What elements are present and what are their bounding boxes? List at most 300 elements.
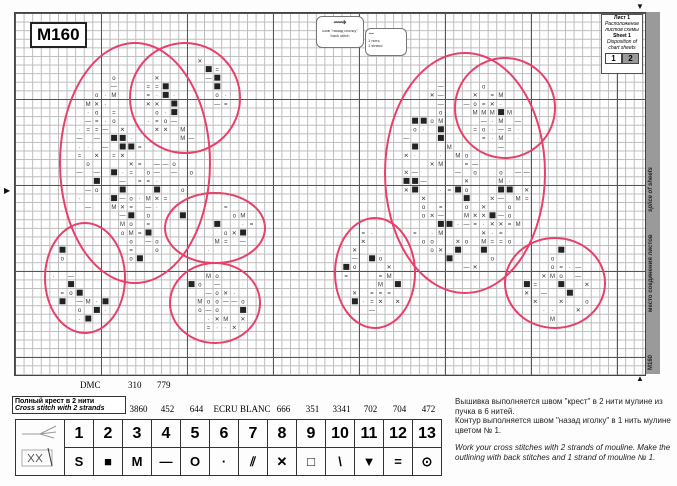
- stitch-mark: ✕: [360, 239, 366, 246]
- stitch-mark: M: [481, 239, 487, 246]
- stitch-mark: ·: [155, 179, 158, 186]
- stitch-mark: =: [155, 84, 159, 91]
- dmc-code: 472: [421, 404, 436, 414]
- stitch-mark: ✕: [119, 205, 126, 211]
- stitch-mark: ·: [362, 299, 365, 306]
- stitch-mark: o: [507, 239, 512, 246]
- stitch-mark: —: [497, 144, 504, 151]
- stitch-mark: —: [85, 187, 92, 194]
- stitch-mark: M: [438, 119, 444, 125]
- stitch-mark: o: [421, 205, 426, 211]
- stitch-mark: ·: [517, 127, 520, 134]
- stitch-mark: ✕: [429, 162, 435, 168]
- stitch-mark: =: [533, 282, 538, 289]
- stitch-mark: ·: [173, 93, 176, 100]
- dmc-code: ECRU: [213, 404, 238, 414]
- stitch-mark: [481, 247, 487, 253]
- stitch-mark: —: [515, 170, 522, 177]
- stitch-mark: o: [129, 196, 133, 203]
- stitch-mark: o: [86, 162, 90, 168]
- thread-icon: ∼: [368, 29, 375, 38]
- stitch-mark: o: [172, 162, 176, 168]
- stitch-mark: —: [93, 170, 100, 177]
- stitch-mark: [455, 247, 461, 253]
- stitch-mark: ✕: [541, 273, 547, 280]
- legend-symbol: ⊙: [413, 448, 442, 476]
- stitch-mark: ·: [104, 101, 107, 108]
- stitch-mark: =: [137, 230, 142, 237]
- legend-symbol: ✕: [268, 448, 297, 476]
- stitch-mark: —: [420, 179, 427, 186]
- legend-symbol: O: [181, 448, 210, 476]
- stitch-mark: M: [481, 110, 487, 117]
- legend-number: 9: [297, 420, 326, 448]
- stitch-mark: ✕: [489, 196, 495, 203]
- dmc-code: 644: [189, 404, 204, 414]
- stitch-mark: o: [482, 127, 486, 134]
- stitch-mark: [524, 281, 530, 287]
- stitch-mark: o: [155, 248, 159, 254]
- stitch-mark: ·: [379, 248, 382, 254]
- stitch-mark: [94, 307, 100, 313]
- stitch-mark: ·: [439, 187, 442, 194]
- stitch-mark: o: [585, 299, 589, 306]
- stitch-mark: =: [438, 205, 443, 211]
- stitch-mark: =: [499, 230, 503, 237]
- stitch-mark: =: [112, 110, 116, 117]
- stitch-mark: [490, 212, 496, 218]
- stitch-mark: [412, 118, 418, 124]
- stitch-mark: —: [102, 127, 109, 134]
- stitch-mark: o: [464, 205, 469, 211]
- stitch-mark: ·: [207, 248, 210, 254]
- stitch-mark: M: [85, 299, 91, 306]
- stitch-mark: ✕: [403, 187, 409, 194]
- stitch-mark: [128, 144, 134, 150]
- stitch-mark: —: [437, 84, 444, 91]
- stitch-mark: =: [129, 205, 133, 211]
- stitch-mark: ✕: [524, 291, 530, 297]
- stitch-mark: =: [129, 248, 133, 254]
- stitch-mark: ✕: [489, 101, 495, 108]
- stitch-mark: —: [368, 308, 375, 315]
- stitch-mark: =: [146, 179, 151, 186]
- stitch-mark: —: [231, 299, 238, 306]
- stitch-mark: [163, 83, 169, 89]
- stitch-mark: o: [155, 110, 159, 117]
- stitch-mark: ·: [78, 196, 81, 203]
- stitch-mark: M: [120, 222, 125, 229]
- stitch-mark: —: [93, 136, 100, 143]
- stitch-mark: [189, 281, 195, 287]
- stitch-mark: ✕: [154, 196, 160, 203]
- stitch-mark: —: [205, 308, 212, 315]
- stitch-mark: o: [95, 110, 99, 117]
- stitch-mark: =: [77, 153, 82, 160]
- stitch-mark: =: [490, 239, 495, 246]
- stitch-mark: M: [455, 153, 461, 160]
- dmc-code: 3860: [129, 404, 148, 414]
- stitch-mark: ·: [224, 325, 227, 332]
- dmc-code: 351: [305, 404, 320, 414]
- stitch-mark: o: [353, 265, 357, 272]
- legend-number: 13: [413, 420, 442, 448]
- stitch-mark: M: [498, 93, 504, 100]
- stitch-mark: =: [524, 196, 529, 203]
- dmc-code: BLANC: [240, 404, 271, 414]
- stitch-mark: o: [482, 84, 486, 91]
- stitch-mark: o: [232, 213, 236, 220]
- stitch-mark: o: [215, 273, 219, 280]
- stitch-mark: =: [146, 222, 151, 229]
- stitch-mark: =: [223, 205, 228, 211]
- stitch-mark: [412, 187, 418, 193]
- stitch-mark: ·: [207, 316, 210, 323]
- stitch-mark: M: [111, 93, 117, 100]
- stitch-mark: o: [473, 101, 477, 108]
- stitch-mark: —: [497, 213, 504, 220]
- stitch-mark: M: [206, 273, 211, 280]
- stitch-mark: ✕: [231, 230, 237, 237]
- stitch-mark: ✕: [377, 299, 384, 306]
- stitch-mark: [85, 316, 91, 322]
- legend-number: 7: [239, 420, 268, 448]
- stitch-mark: —: [85, 205, 92, 211]
- stitch-mark: M: [223, 316, 229, 323]
- stitch-mark: —: [454, 170, 461, 177]
- strip-code: M160: [648, 354, 654, 370]
- stitch-mark: o: [559, 273, 563, 280]
- stitch-mark: M: [386, 273, 392, 280]
- stitch-mark: ·: [138, 196, 141, 203]
- stitch-mark: ·: [439, 153, 442, 160]
- stitch-mark: —: [497, 196, 504, 203]
- stitch-mark: ·: [491, 127, 494, 134]
- legend-symbol: =: [384, 448, 413, 476]
- sheet-1: 1: [605, 53, 622, 64]
- backstitch-outline: [455, 58, 555, 158]
- stitch-mark: =: [464, 162, 469, 168]
- stitch-mark: [558, 247, 564, 253]
- stitch-mark: =: [559, 265, 563, 272]
- stitch-mark: —: [171, 119, 178, 125]
- stitch-mark: [180, 212, 186, 218]
- stitch-mark: —: [76, 299, 83, 306]
- stitch-mark: ✕: [558, 299, 564, 306]
- stitch-mark: —: [145, 239, 152, 246]
- stitch-mark: o: [129, 239, 133, 246]
- stitch-mark: [111, 169, 117, 175]
- stitch-mark: =: [473, 127, 477, 134]
- instruction-ru-1: Вышивка выполняется швом "крест" в 2 нити мулине из пучка в 6 нитей.: [455, 397, 663, 416]
- stitch-mark: =: [344, 273, 348, 280]
- stitch-mark: [343, 264, 349, 270]
- stitch-mark: —: [85, 119, 92, 125]
- stitch-mark: ·: [517, 136, 520, 143]
- stitch-mark: o: [490, 256, 494, 263]
- stitch-mark: =: [94, 119, 99, 125]
- stitch-mark: o: [464, 239, 469, 246]
- stitch-mark: [120, 144, 126, 150]
- stitch-mark: o: [112, 76, 116, 82]
- dmc-code: 3341: [332, 404, 351, 414]
- stitch-mark: [128, 212, 134, 218]
- backstitch-outline: [60, 43, 210, 283]
- stitch-mark: ·: [508, 179, 511, 186]
- stitch-mark: [146, 230, 152, 236]
- stitch-mark: =: [473, 222, 477, 229]
- stitch-mark: ✕: [223, 291, 229, 297]
- stitch-mark: [120, 187, 126, 193]
- stitch-mark: —: [239, 239, 246, 246]
- stitch-mark: =: [361, 230, 366, 237]
- stitch-mark: ✕: [119, 127, 126, 134]
- stitch-mark: [455, 187, 461, 193]
- stitch-mark: ·: [78, 144, 81, 151]
- legend-symbol: M: [123, 448, 152, 476]
- stitch-mark: o: [499, 170, 503, 177]
- legend-symbol: ⫽: [239, 448, 268, 476]
- stitch-mark: M: [489, 110, 495, 117]
- legend-number: 5: [181, 420, 210, 448]
- stitch-mark: ·: [95, 299, 98, 306]
- stitch-mark: —: [171, 170, 178, 177]
- legend-symbol: ■: [94, 448, 123, 476]
- stitch-mark: o: [413, 127, 417, 134]
- stitch-mark: =: [223, 101, 228, 108]
- stitch-mark: M: [180, 127, 186, 134]
- stitch-mark: ✕: [352, 291, 358, 297]
- backstitch-icon: ⟿: [333, 17, 347, 27]
- strip-en-text: splice of sheets: [648, 166, 654, 212]
- legend-number: 8: [268, 420, 297, 448]
- stitch-mark: =: [507, 127, 512, 134]
- stitch-mark: ✕: [481, 205, 487, 211]
- stitch-mark: ✕: [498, 222, 504, 229]
- stitch-mark: ✕: [386, 265, 392, 272]
- dmc-code: 702: [363, 404, 378, 414]
- stitch-mark: =: [378, 273, 383, 280]
- dmc-code-2: 779: [157, 380, 171, 390]
- stitch-mark: =: [137, 179, 142, 186]
- stitch-mark: M: [507, 110, 512, 117]
- stitch-mark: o: [215, 308, 219, 315]
- stitch-mark: o: [215, 93, 219, 100]
- stitch-mark: [464, 195, 470, 201]
- stitch-mark: =: [215, 67, 219, 74]
- center-arrow-top-icon: ▼: [636, 2, 644, 11]
- stitch-mark: M: [446, 144, 452, 151]
- stitch-mark: M: [378, 282, 383, 289]
- stitch-mark: [68, 281, 74, 287]
- stitch-mark: ·: [104, 119, 107, 125]
- center-arrow-bottom-icon: ▲: [636, 374, 644, 383]
- stitch-mark: o: [206, 299, 211, 306]
- stitch-mark: [240, 230, 246, 236]
- dmc-code: 452: [160, 404, 175, 414]
- stitch-mark: =: [413, 230, 417, 237]
- legend-symbol: \: [326, 448, 355, 476]
- legend-symbol: ·: [210, 448, 239, 476]
- stitch-mark: [171, 101, 177, 107]
- stitch-mark: —: [463, 101, 470, 108]
- stitch-mark: =: [387, 291, 391, 297]
- stitch-mark: [111, 195, 117, 201]
- stitch-mark: ·: [87, 144, 90, 151]
- stitch-mark: —: [110, 84, 117, 91]
- stitch-mark: ·: [456, 222, 459, 229]
- legend-symbol: S: [65, 448, 94, 476]
- stitch-mark: o: [464, 187, 469, 194]
- strand-label: ∼ 1 нить 1 strand: [365, 28, 407, 56]
- stitch-mark: [498, 187, 504, 193]
- stitch-mark: ✕: [240, 316, 246, 323]
- stitch-mark: M: [515, 222, 521, 229]
- stitch-mark: o: [224, 230, 228, 237]
- stitch-mark: M: [145, 196, 151, 203]
- stitch-mark: o: [60, 256, 64, 263]
- stitch-mark: ✕: [154, 76, 160, 82]
- stitch-mark: =: [206, 325, 211, 332]
- stitch-mark: —: [76, 170, 83, 177]
- stitch-mark: o: [69, 291, 73, 297]
- stitch-mark: ✕: [463, 179, 470, 186]
- stitch-mark: ✕: [403, 170, 409, 177]
- stitch-mark: —: [188, 136, 195, 143]
- stitch-mark: —: [153, 162, 160, 168]
- stitch-mark: o: [189, 170, 193, 177]
- stitch-mark: ✕: [94, 101, 100, 108]
- stitch-mark: [352, 298, 358, 304]
- stitch-mark: o: [95, 93, 99, 100]
- stitch-mark: o: [77, 308, 82, 315]
- stitch-mark: o: [215, 299, 219, 306]
- dmc-code: 704: [392, 404, 407, 414]
- stitch-mark: —: [437, 93, 444, 100]
- legend-number: 1: [65, 420, 94, 448]
- stitch-mark: —: [515, 119, 522, 125]
- stitch-mark: ✕: [429, 213, 435, 220]
- instruction-en: Work your cross stitches with 2 strands of mouline. Make the outlining with back stitches and 1 strand of mouline № 1.: [455, 443, 671, 462]
- stitch-mark: —: [463, 265, 470, 272]
- stitch-mark: =: [112, 153, 116, 160]
- stitch-mark: [60, 247, 66, 253]
- stitch-mark: o: [215, 291, 219, 297]
- stitch-mark: o: [146, 170, 150, 177]
- stitch-mark: ·: [164, 110, 167, 117]
- dmc-code: 666: [276, 404, 291, 414]
- stitch-mark: ·: [482, 222, 485, 229]
- stitch-mark: o: [507, 213, 512, 220]
- stitch-mark: ·: [499, 101, 502, 108]
- stitch-mark: —: [523, 170, 530, 177]
- stitch-mark: [438, 126, 444, 132]
- stitch-mark: =: [378, 291, 383, 297]
- stitch-mark: ✕: [154, 127, 160, 134]
- stitch-mark: [567, 290, 573, 296]
- stitch-mark: M: [498, 136, 504, 143]
- stitch-mark: —: [119, 196, 126, 203]
- stitch-mark: ✕: [481, 230, 487, 237]
- stitch-mark: ·: [155, 93, 158, 100]
- stitch-mark: =: [499, 239, 503, 246]
- stitch-mark: o: [120, 230, 125, 237]
- stitch-mark: —: [575, 265, 582, 272]
- stitch-mark: ✕: [472, 265, 478, 272]
- stitch-mark: o: [378, 256, 383, 263]
- stitch-mark: o: [241, 299, 245, 306]
- stitch-mark: M: [85, 101, 91, 108]
- stitch-mark: ·: [551, 308, 554, 315]
- legend-symbol: —: [152, 448, 181, 476]
- stitch-mark: [558, 281, 564, 287]
- stitch-mark: ✕: [524, 187, 530, 194]
- chart-id-label: M160: [30, 22, 87, 48]
- stitch-mark: [421, 118, 427, 124]
- stitch-mark: [240, 307, 246, 313]
- stitch-mark: ·: [52, 273, 55, 280]
- stitch-mark: ·: [78, 127, 81, 134]
- stitch-mark: M: [498, 179, 504, 186]
- stitch-mark: ·: [155, 205, 158, 211]
- legend-number: 10: [326, 420, 355, 448]
- stitch-mark: =: [163, 196, 168, 203]
- stitch-mark: [447, 255, 453, 261]
- stitch-mark: o: [129, 222, 133, 229]
- stitch-mark: M: [180, 136, 186, 143]
- stitch-mark: =: [447, 187, 452, 194]
- stitch-mark: ✕: [575, 308, 581, 315]
- stitch-mark: =: [137, 144, 142, 151]
- stitch-mark: ✕: [352, 248, 358, 254]
- stitch-mark: M: [438, 230, 444, 237]
- stitch-mark: ✕: [395, 299, 401, 306]
- sheet-2: 2: [622, 53, 639, 64]
- stitch-mark: [447, 221, 453, 227]
- stitch-mark: ·: [216, 325, 219, 332]
- stitch-mark: —: [575, 273, 582, 280]
- stitch-mark: ✕: [197, 58, 203, 65]
- stitch-mark: M: [472, 110, 478, 117]
- backstitch-label: ⟿ шов "назад иголку" back stitch: [316, 16, 364, 48]
- stitch-mark: ✕: [532, 299, 538, 306]
- stitch-mark: ·: [241, 222, 244, 229]
- stitch-mark: ·: [224, 93, 227, 100]
- stitch-mark: [438, 135, 444, 141]
- stitch-mark: =: [507, 222, 512, 229]
- stitch-mark: ·: [104, 93, 107, 100]
- stitch-mark: =: [129, 170, 133, 177]
- stitch-mark: ✕: [481, 213, 487, 220]
- stitch-mark: o: [430, 119, 434, 125]
- stitch-mark: ·: [78, 316, 81, 323]
- stitch-mark: M: [240, 213, 246, 220]
- instruction-ru-2: Контур выполняется швом "назад иголку" в 1 нить мулине цветом № 1.: [455, 416, 671, 435]
- stitch-mark: [395, 281, 401, 287]
- stitch-mark: ·: [422, 127, 425, 134]
- stitch-mark: o: [95, 187, 99, 194]
- stitch-mark: =: [249, 222, 254, 229]
- stitch-mark: =: [86, 127, 90, 134]
- stitch-mark: M: [197, 299, 203, 306]
- stitch-mark: —: [351, 256, 358, 263]
- legend-symbol: ▼: [355, 448, 384, 476]
- stitch-mark: =: [155, 119, 159, 125]
- stitch-mark: M: [498, 119, 504, 125]
- stitch-mark: o: [155, 239, 159, 246]
- stitch-mark: [214, 221, 220, 227]
- stitch-mark: ✕: [429, 93, 435, 100]
